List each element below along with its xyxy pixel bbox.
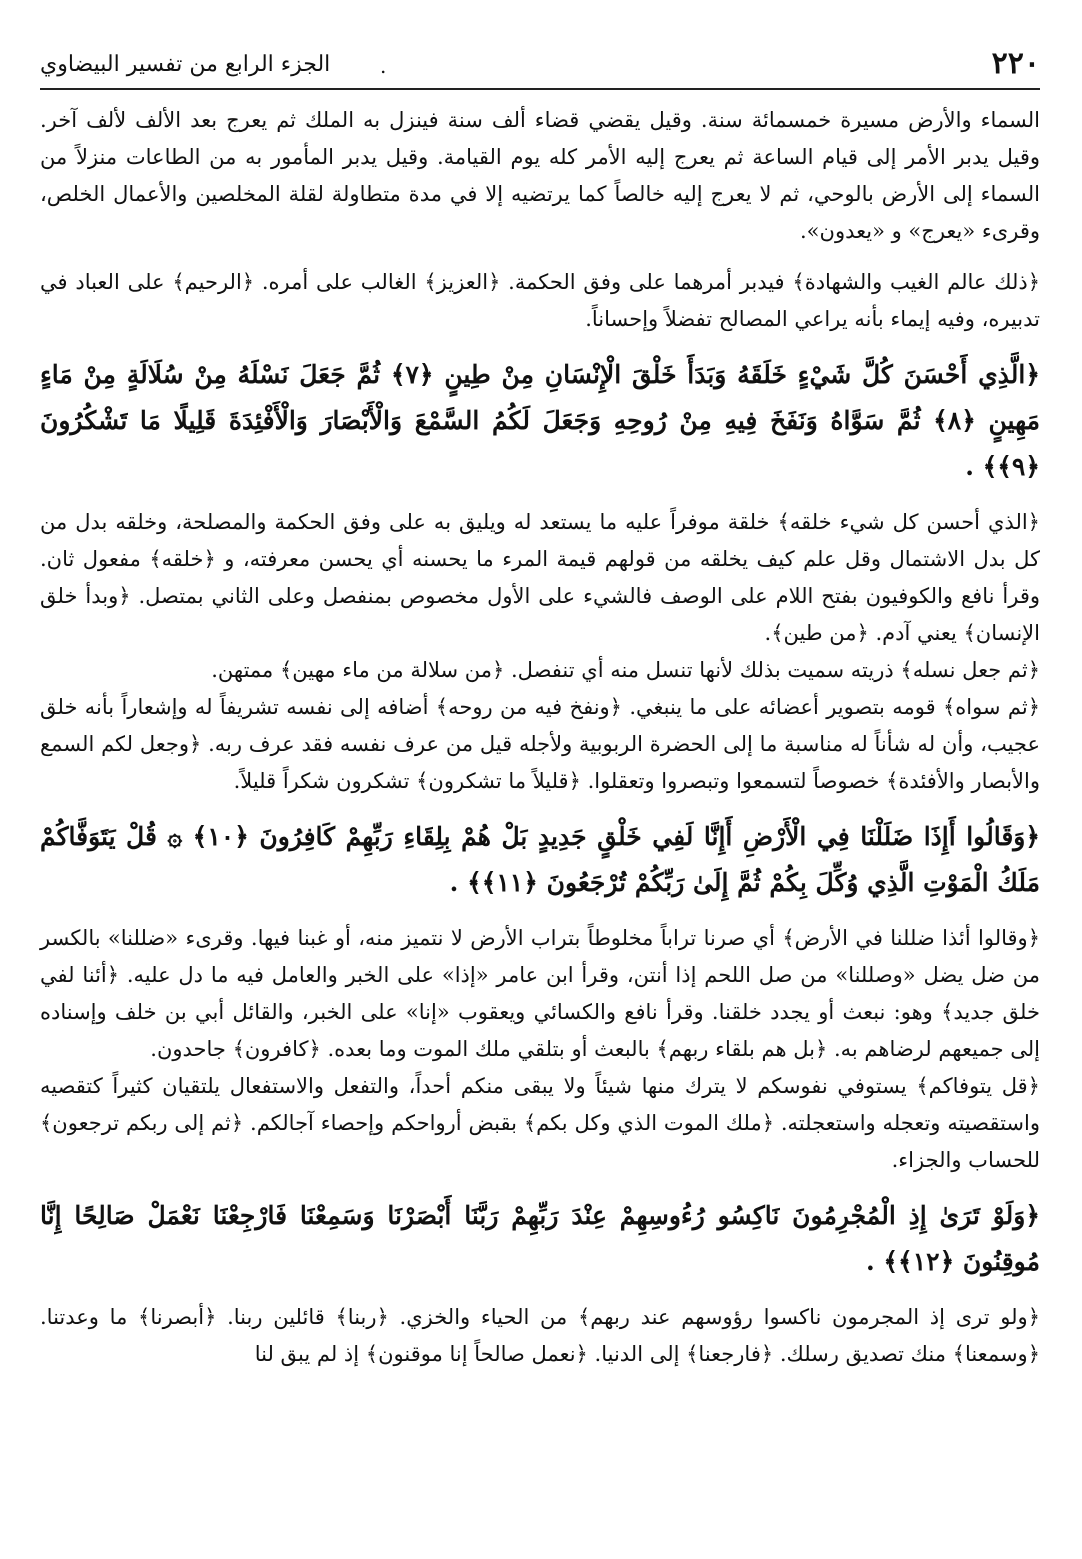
header-dot: .: [380, 54, 387, 78]
commentary-paragraph: ﴿الذي أحسن كل شيء خلقه﴾ خلقة موفراً عليه ما يستعد له ويليق به على وفق الحكمة والمصلحة، وخلقه بدل من كل بدل الاشتمال وقل علم كيف يخلقه من قولهم قيمة المرء ما يحسنه أي يحسن معرفته، و ﴿خلقه﴾ مفعول ثان. وقرأ نافع والكوفيون بفتح اللام على الوصف فالشيء على الأول مخصوص بمنفصل وعلى الثاني بمتصل. ﴿وبدأ خلق الإنسان﴾ يعني آدم. ﴿من طين﴾.: [40, 510, 1040, 645]
page-header: [40, 40, 1040, 90]
quran-verse: ﴿الَّذِي أَحْسَنَ كُلَّ شَيْءٍ خَلَقَهُ وَبَدَأَ خَلْقَ الْإِنْسَانِ مِنْ طِينٍ ﴿٧﴾ ثُمَّ جَعَلَ نَسْلَهُ مِنْ سُلَالَةٍ مِنْ مَاءٍ مَهِينٍ ﴿٨﴾ ثُمَّ سَوَّاهُ وَنَفَخَ فِيهِ مِنْ رُوحِهِ وَجَعَلَ لَكُمُ السَّمْعَ وَالْأَبْصَارَ وَالْأَفْئِدَةَ قَلِيلًا مَا تَشْكُرُونَ ﴿٩﴾﴾ .: [40, 360, 1040, 481]
commentary-paragraph: ﴿ولو ترى إذ المجرمون ناكسوا رؤوسهم عند ربهم﴾ من الحياء والخزي. ﴿ربنا﴾ قائلين ربنا. ﴿أبصرنا﴾ ما وعدتنا. ﴿وسمعنا﴾ منك تصديق رسلك. ﴿فارجعنا﴾ إلى الدنيا. ﴿نعمل صالحاً إنا موقنون﴾ إذ لم يبق لنا: [40, 1305, 1040, 1366]
commentary-paragraph: ﴿ثم سواه﴾ قومه بتصوير أعضائه على ما ينبغي. ﴿ونفخ فيه من روحه﴾ أضافه إلى نفسه تشريفاً له وإشعاراً بأنه خلق عجيب، وأن له شأناً له مناسبة ما إلى الحضرة الربوبية ولأجله قيل من عرف نفسه فقد عرف ربه. ﴿وجعل لكم السمع والأبصار والأفئدة﴾ خصوصاً لتسمعوا وتبصروا وتعقلوا. ﴿قليلاً ما تشكرون﴾ تشكرون شكراً قليلاً.: [40, 695, 1040, 793]
page-body: [40, 102, 1040, 1373]
page-number: ٢٢٠: [991, 46, 1040, 81]
quran-verse: ﴿وَلَوْ تَرَىٰ إِذِ الْمُجْرِمُونَ نَاكِسُو رُءُوسِهِمْ عِنْدَ رَبِّهِمْ رَبَّنَا أَبْصَرْنَا وَسَمِعْنَا فَارْجِعْنَا نَعْمَلْ صَالِحًا إِنَّا مُوقِنُونَ ﴿١٢﴾﴾ .: [40, 1201, 1040, 1276]
quran-verse: ﴿وَقَالُوا أَإِذَا ضَلَلْنَا فِي الْأَرْضِ أَإِنَّا لَفِي خَلْقٍ جَدِيدٍ بَلْ هُمْ بِلِقَاءِ رَبِّهِمْ كَافِرُونَ ﴿١٠﴾ ۞ قُلْ يَتَوَفَّاكُمْ مَلَكُ الْمَوْتِ الَّذِي وُكِّلَ بِكُمْ ثُمَّ إِلَىٰ رَبِّكُمْ تُرْجَعُونَ ﴿١١﴾﴾ .: [40, 822, 1040, 897]
commentary-paragraph: ﴿قل يتوفاكم﴾ يستوفي نفوسكم لا يترك منها شيئاً ولا يبقى منكم أحداً، والتفعل والاستفعال يلتقيان كثيراً كتقصيه واستقصيته وتعجله واستعجلته. ﴿ملك الموت الذي وكل بكم﴾ بقبض أرواحكم وإحصاء آجالكم. ﴿ثم إلى ربكم ترجعون﴾ للحساب والجزاء.: [40, 1074, 1040, 1172]
commentary-paragraph: ﴿وقالوا أئذا ضللنا في الأرض﴾ أي صرنا تراباً مخلوطاً بتراب الأرض لا نتميز منه، أو غبنا فيها. وقرىء «ضللنا» بالكسر من ضل يضل «وصللنا» من صل اللحم إذا أنتن، وقرأ ابن عامر «إذا» على الخبر والعامل فيه ما دل عليه. ﴿أئنا لفي خلق جديد﴾ وهو: نبعث أو يجدد خلقنا. وقرأ نافع والكسائي ويعقوب «إنا» على الخبر، والقائل أبي بن خلف وإسناده إلى جميعهم لرضاهم به. ﴿بل هم بلقاء ربهم﴾ بالبعث أو بتلقي ملك الموت وما بعده. ﴿كافرون﴾ جاحدون.: [40, 926, 1040, 1061]
book-page: [40, 40, 1040, 1530]
running-title: الجزء الرابع من تفسير البيضاوي: [40, 52, 331, 77]
commentary-paragraph: السماء والأرض مسيرة خمسمائة سنة. وقيل يقضي قضاء ألف سنة فينزل به الملك ثم يعرج بعد الألف لألف آخر. وقيل يدبر الأمر إلى قيام الساعة ثم يعرج إليه الأمر كله يوم القيامة. وقيل يدبر المأمور به من الطاعات منزلاً من السماء إلى الأرض بالوحي، ثم لا يعرج إليه خالصاً كما يرتضيه إلا في مدة متطاولة لقلة المخلصين والأعمال الخلص، وقرىء «يعرج» و «يعدون».: [40, 108, 1040, 243]
commentary-paragraph: ﴿ذلك عالم الغيب والشهادة﴾ فيدبر أمرهما على وفق الحكمة. ﴿العزيز﴾ الغالب على أمره. ﴿الرحيم﴾ على العباد في تدبيره، وفيه إيماء بأنه يراعي المصالح تفضلاً وإحساناً.: [40, 270, 1040, 331]
commentary-paragraph: ﴿ثم جعل نسله﴾ ذريته سميت بذلك لأنها تنسل منه أي تنفصل. ﴿من سلالة من ماء مهين﴾ ممتهن.: [211, 658, 1040, 682]
